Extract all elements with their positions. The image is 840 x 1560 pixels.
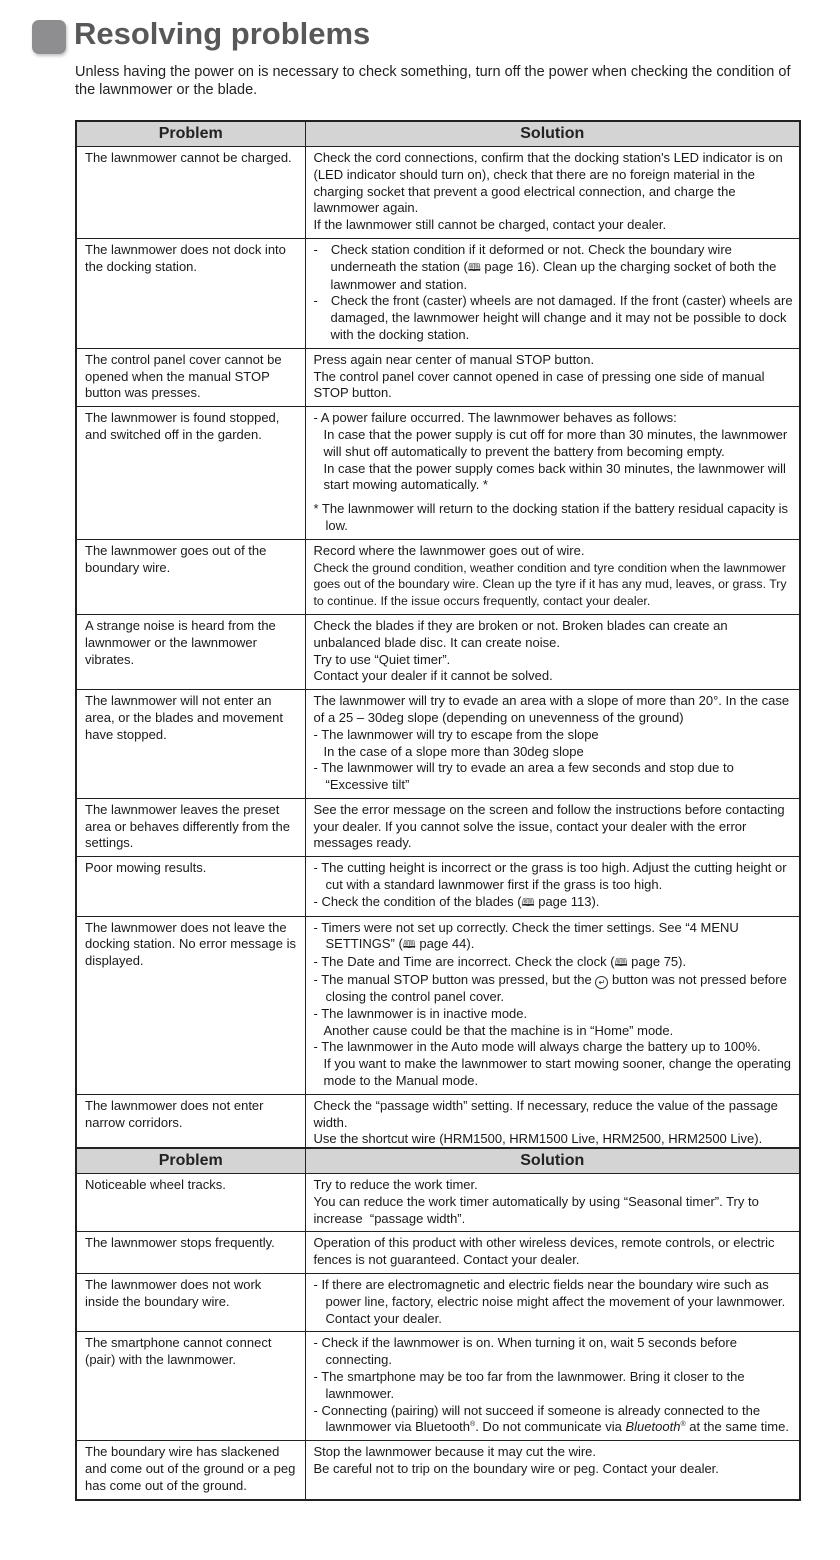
- solution-text: - The Date and Time are incorrect. Check the clock (: [313, 954, 615, 970]
- solution-cell: [305, 857, 800, 916]
- solution-text: - The manual STOP button was pressed, but the: [313, 972, 596, 988]
- solution-cell: [305, 539, 800, 614]
- solution-item: - The lawnmower is in inactive mode.: [313, 1005, 528, 1021]
- table-row: [76, 857, 800, 916]
- solution-text: - Connecting (pairing) will not succeed if someone is already connected to the lawnmower via Bluetooth: [313, 1402, 761, 1435]
- solution-text: button was not pressed before closing the control panel cover.: [325, 972, 787, 1005]
- solution-text: See the error message on the screen and follow the instructions before contacting your dealer. If you cannot solve the issue, contact your dealer with the error messages ready.: [313, 801, 785, 851]
- problem-cell: The boundary wire has slackened and come out of the ground or a peg has come out of the ground.: [76, 1441, 305, 1500]
- solution-text: - Check the condition of the blades (: [313, 893, 522, 909]
- problem-cell: The lawnmower does not dock into the docking station.: [76, 238, 305, 348]
- solution-cell: [305, 1094, 800, 1153]
- registered-mark: ®: [470, 1421, 476, 1429]
- problem-cell: The lawnmower goes out of the boundary wire.: [76, 539, 305, 614]
- solution-text: Bluetooth: [625, 1419, 681, 1435]
- problem-cell: The lawnmower does not enter narrow corridors.: [76, 1094, 305, 1153]
- column-header-solution: Solution: [305, 121, 800, 147]
- solution-item: [314, 920, 794, 955]
- solution-item: - The lawnmower will try to evade an area a few seconds and stop due to “Excessive tilt”: [313, 760, 734, 793]
- solution-text: Operation of this product with other wireless devices, remote controls, or electric fences is not guaranteed. Contact your dealer.: [313, 1235, 775, 1268]
- solution-item: - The lawnmower in the Auto mode will always charge the battery up to 100%.: [313, 1039, 761, 1055]
- solution-text: Try to reduce the work timer.: [313, 1177, 478, 1192]
- problem-cell: Noticeable wheel tracks.: [76, 1174, 305, 1232]
- solution-text: page 16). Clean up the charging socket of both the lawnmower and station.: [330, 258, 777, 292]
- solution-text: page 75).: [627, 954, 687, 970]
- solution-cell: [305, 407, 800, 540]
- solution-cell: [305, 614, 800, 689]
- page-title: Resolving problems: [74, 16, 371, 51]
- solution-cell: [305, 1273, 800, 1331]
- table-row: [76, 1094, 800, 1153]
- problem-cell: The control panel cover cannot be opened when the manual STOP button was presses.: [76, 348, 305, 406]
- solution-subtext: In the case of a slope more than 30deg slope: [323, 743, 584, 759]
- troubleshooting-table-1: [75, 120, 801, 1154]
- solution-item: - A power failure occurred. The lawnmower behaves as follows:: [313, 410, 677, 426]
- solution-item: - The cutting height is incorrect or the grass is too high. Adjust the cutting height or cut with a standard lawnmower first if the grass is too high.: [313, 860, 787, 893]
- registered-mark: ®: [680, 1421, 686, 1429]
- section-marker-icon: [32, 20, 66, 54]
- solution-text: You can reduce the work timer automatically by using “Seasonal timer”. Try to increase “passage width”.: [313, 1193, 759, 1226]
- solution-cell: [305, 238, 800, 348]
- table-row: [76, 1441, 800, 1500]
- solution-subtext: Another cause could be that the machine is in “Home” mode.: [323, 1022, 674, 1038]
- solution-item: [314, 242, 794, 293]
- table-row: [76, 1174, 800, 1232]
- column-header-problem: Problem: [76, 1148, 305, 1174]
- problem-cell: The lawnmower does not leave the docking station. No error message is displayed.: [76, 916, 305, 1094]
- table-row: [76, 916, 800, 1094]
- book-reference-icon: 🕮: [614, 957, 628, 970]
- footnote: * The lawnmower will return to the docking station if the battery residual capacity is low.: [313, 501, 788, 533]
- solution-text: Stop the lawnmower because it may cut the wire.: [313, 1444, 597, 1460]
- solution-item: - Check if the lawnmower is on. When turning it on, wait 5 seconds before connecting.: [313, 1335, 737, 1368]
- problem-cell: The lawnmower will not enter an area, or the blades and movement have stopped.: [76, 690, 305, 799]
- table-header-row: [76, 121, 800, 147]
- problem-cell: The lawnmower leaves the preset area or behaves differently from the settings.: [76, 798, 305, 856]
- column-header-problem: Problem: [76, 121, 305, 147]
- solution-cell: [305, 1174, 800, 1232]
- column-header-solution: Solution: [305, 1148, 800, 1174]
- table-row: [76, 1332, 800, 1441]
- problem-cell: The smartphone cannot connect (pair) with the lawnmower.: [76, 1332, 305, 1441]
- solution-text: - Timers were not set up correctly. Check the timer settings. See “4 MENU SETTINGS” (: [313, 919, 739, 952]
- solution-text: Try to use “Quiet timer”.: [313, 651, 451, 667]
- solution-text: . Do not communicate via: [475, 1419, 626, 1435]
- problem-cell: The lawnmower does not work inside the boundary wire.: [76, 1273, 305, 1331]
- table-row: [76, 798, 800, 856]
- solution-item: - The lawnmower will try to escape from the slope: [313, 726, 599, 742]
- solution-cell: [305, 690, 800, 799]
- solution-cell: [305, 798, 800, 856]
- table-row: [76, 539, 800, 614]
- solution-text: Contact your dealer if it cannot be solved.: [313, 668, 553, 684]
- solution-item: [314, 1403, 794, 1437]
- book-reference-icon: 🕮: [521, 896, 535, 909]
- solution-item: [314, 894, 794, 912]
- solution-cell: [305, 916, 800, 1094]
- solution-item: [314, 954, 794, 972]
- table-row: [76, 407, 800, 540]
- solution-text: Be careful not to trip on the boundary wire or peg. Contact your dealer.: [313, 1460, 719, 1476]
- book-reference-icon: 🕮: [402, 939, 416, 952]
- solution-item: - If there are electromagnetic and electric fields near the boundary wire such as power line, factory, electric noise might affect the movement of your lawnmower. Contact your dealer.: [313, 1276, 786, 1326]
- solution-text: page 113).: [534, 893, 600, 909]
- solution-item: [314, 972, 794, 1006]
- solution-cell: [305, 1441, 800, 1500]
- problem-cell: The lawnmower cannot be charged.: [76, 147, 305, 239]
- table-row: [76, 614, 800, 689]
- solution-cell: [305, 147, 800, 239]
- solution-text: Press again near center of manual STOP button.: [313, 351, 595, 367]
- table-row: [76, 690, 800, 799]
- table-header-row: [76, 1148, 800, 1174]
- solution-cell: [305, 1332, 800, 1441]
- table-row: [76, 1232, 800, 1274]
- solution-item: - Check the front (caster) wheels are not damaged. If the front (caster) wheels are damaged, the lawnmower height will change and it may not be possible to dock with the docking station.: [313, 293, 793, 342]
- solution-subtext: In case that the power supply comes back within 30 minutes, the lawnmower will start mowing automatically. *: [323, 460, 786, 493]
- solution-subtext: In case that the power supply is cut off for more than 30 minutes, the lawnmower will shut off automatically to prevent the battery from becoming empty.: [323, 426, 788, 459]
- solution-text: If the lawnmower still cannot be charged, contact your dealer.: [313, 217, 667, 233]
- solution-text: The lawnmower will try to evade an area with a slope of more than 20°. In the case of a 25 – 30deg slope (depending on unevenness of the ground): [313, 693, 790, 725]
- problem-cell: A strange noise is heard from the lawnmower or the lawnmower vibrates.: [76, 614, 305, 689]
- troubleshooting-table-2: [75, 1147, 801, 1501]
- solution-item: - The smartphone may be too far from the lawnmower. Bring it closer to the lawnmower.: [313, 1368, 745, 1401]
- solution-text: Record where the lawnmower goes out of wire.: [313, 542, 585, 558]
- solution-text: Check the ground condition, weather condition and tyre condition when the lawnmower goes out of the boundary wire. Clean up the tyre if it has any mud, leaves, or grass. Try to continue. If the issue occurs frequently, contact your dealer.: [313, 560, 787, 609]
- table-row: [76, 1273, 800, 1331]
- solution-text: Check the cord connections, confirm that the docking station's LED indicator is on (LED indicator should turn on), check that there are no foreign material in the charging socket that prevent a good electrical connection, and charge the lawnmower again.: [313, 150, 783, 216]
- solution-text: Check the blades if they are broken or not. Broken blades can create an unbalanced blade disc. It can create noise.: [313, 617, 728, 650]
- solution-text: - Check station condition if it deformed or not. Check the boundary wire underneath the station (: [313, 241, 732, 274]
- problem-cell: The lawnmower stops frequently.: [76, 1232, 305, 1274]
- book-reference-icon: 🕮: [467, 261, 481, 274]
- table-row: [76, 147, 800, 239]
- problem-cell: Poor mowing results.: [76, 857, 305, 916]
- table-row: [76, 348, 800, 406]
- solution-cell: [305, 348, 800, 406]
- solution-text: The control panel cover cannot opened in case of pressing one side of manual STOP button.: [313, 368, 765, 401]
- solution-text: page 44).: [415, 936, 475, 952]
- solution-subtext: If you want to make the lawnmower to start mowing sooner, change the operating mode to the Manual mode.: [323, 1056, 792, 1089]
- problem-cell: The lawnmower is found stopped, and switched off in the garden.: [76, 407, 305, 540]
- table-row: [76, 238, 800, 348]
- solution-cell: [305, 1232, 800, 1274]
- solution-text: at the same time.: [685, 1419, 789, 1435]
- enter-button-icon: ↵: [595, 976, 608, 989]
- solution-text: Use the shortcut wire (HRM1500, HRM1500 Live, HRM2500, HRM2500 Live).: [313, 1131, 763, 1147]
- solution-text: Check the “passage width” setting. If necessary, reduce the value of the passage width.: [313, 1097, 778, 1130]
- intro-text: Unless having the power on is necessary to check something, turn off the power when checking the condition of the lawnmower or the blade.: [75, 64, 791, 98]
